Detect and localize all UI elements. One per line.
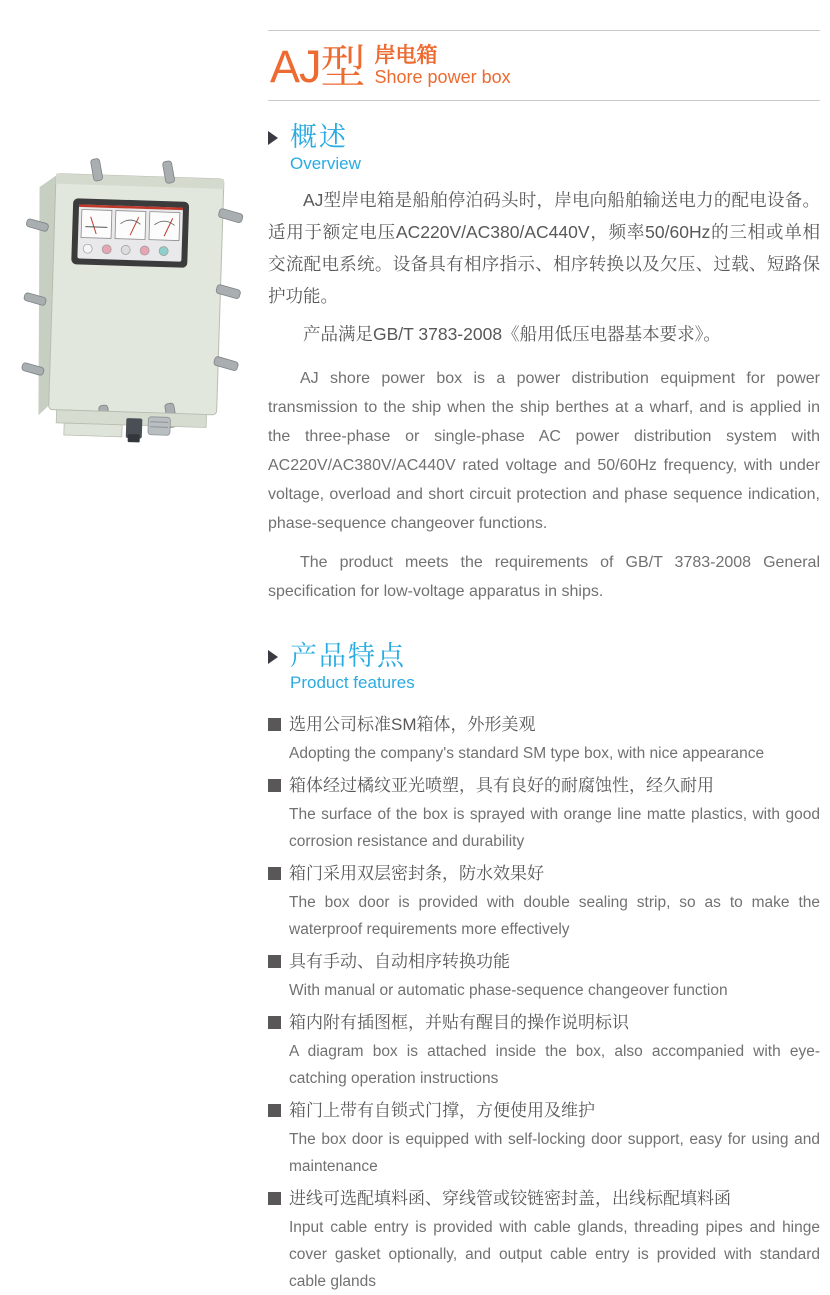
overview-section-header [268, 123, 820, 174]
feature-cn [268, 772, 820, 799]
feature-cn [268, 948, 820, 975]
features-section-header [268, 642, 820, 693]
features-heading [290, 642, 415, 693]
analog-meter-3 [149, 212, 180, 241]
square-bullet-icon [268, 1104, 281, 1117]
indicator-lamp-white [83, 244, 92, 253]
indicator-lamp-gray [121, 245, 130, 254]
feature-cn-text: 具有手动、自动相序转换功能 [289, 952, 510, 972]
cable-gland-metal [148, 417, 171, 436]
feature-item [268, 1185, 820, 1295]
features-heading-cn: 产品特点 [290, 641, 406, 672]
product-name-cn: 岸电箱 [374, 44, 438, 67]
feature-item [268, 1009, 820, 1092]
meter-window [71, 198, 189, 268]
feature-item [268, 1097, 820, 1180]
feature-cn [268, 1009, 820, 1036]
square-bullet-icon [268, 718, 281, 731]
bottom-step [64, 423, 122, 437]
shore-power-box-illustration [12, 156, 244, 450]
section-triangle-icon [268, 650, 278, 664]
overview-paragraph-en-1: AJ shore power box is a power distribution equipment for power transmission to the ship when the ship berthes at a wharf, and is applied in the three-phase or single-phase AC power distribution system with AC220V/AC380V/AC440V rated voltage and 50/60Hz frequency, with under voltage, overload and short circuit protection and phase sequence indication, phase-sequence changeover functions. [268, 370, 820, 533]
feature-cn [268, 711, 820, 738]
analog-meter-1 [81, 210, 112, 239]
square-bullet-icon [268, 1192, 281, 1205]
feature-en: With manual or automatic phase-sequence changeover function [289, 982, 728, 1000]
feature-cn [268, 1097, 820, 1124]
feature-en: The surface of the box is sprayed with orange line matte plastics, with good corrosion resistance and durability [289, 806, 820, 851]
product-model: AJ型 [270, 41, 365, 93]
feature-en: Adopting the company's standard SM type box, with nice appearance [289, 745, 765, 763]
content-column [268, 0, 820, 1295]
feature-en: The box door is provided with double sealing strip, so as to make the waterproof requirements more effectively [289, 894, 820, 939]
square-bullet-icon [268, 955, 281, 968]
section-triangle-icon [268, 131, 278, 145]
feature-cn-text: 箱门上带有自锁式门撑，方便使用及维护 [289, 1101, 595, 1121]
feature-en: Input cable entry is provided with cable glands, threading pipes and hinge cover gasket optionally, and output cable entry is provided with standard cable glands [289, 1219, 820, 1291]
feature-item [268, 860, 820, 943]
overview-heading [290, 123, 361, 174]
overview-heading-cn: 概述 [290, 121, 348, 152]
product-title-block [268, 30, 820, 101]
square-bullet-icon [268, 779, 281, 792]
feature-cn [268, 860, 820, 887]
indicator-lamp-pink-2 [140, 246, 149, 255]
feature-item [268, 772, 820, 855]
feature-cn-text: 进线可选配填料函、穿线管或铰链密封盖，出线标配填料函 [289, 1189, 731, 1209]
feature-en: The box door is equipped with self-locking door support, easy for using and maintenance [289, 1131, 820, 1176]
feature-item [268, 948, 820, 1004]
overview-paragraph-en-2: The product meets the requirements of GB/T 3783-2008 General specification for low-voltage apparatus in ships. [268, 554, 820, 601]
product-photo [12, 156, 244, 450]
square-bullet-icon [268, 867, 281, 880]
features-heading-en: Product features [290, 673, 415, 693]
feature-cn-text: 选用公司标准SM箱体，外形美观 [289, 715, 536, 735]
cable-gland-dark [126, 418, 143, 442]
overview-paragraph-cn-1: AJ型岸电箱是船舶停泊码头时，岸电向船舶输送电力的配电设备。适用于额定电压AC220V/AC380/AC440V，频率50/60Hz的三相或单相交流配电系统。设备具有相序指示、相序转换以及欠压、过载、短路保护功能。 [268, 190, 820, 307]
product-name-en: Shore power box [374, 67, 511, 88]
overview-heading-en: Overview [290, 154, 361, 174]
analog-meter-2 [115, 211, 146, 240]
indicator-lamp-pink-1 [102, 245, 111, 254]
indicator-lamp-teal [159, 246, 168, 255]
product-subtitle [375, 44, 511, 89]
feature-cn-text: 箱门采用双层密封条，防水效果好 [289, 864, 544, 884]
feature-cn-text: 箱体经过橘纹亚光喷塑，具有良好的耐腐蚀性，经久耐用 [289, 776, 714, 796]
overview-paragraph-cn-2: 产品满足GB/T 3783-2008《船用低压电器基本要求》。 [303, 324, 721, 345]
feature-item [268, 711, 820, 767]
feature-cn-text: 箱内附有插图框，并贴有醒目的操作说明标识 [289, 1013, 629, 1033]
feature-cn [268, 1185, 820, 1212]
feature-en: A diagram box is attached inside the box, also accompanied with eye-catching operation instructions [289, 1043, 820, 1088]
features-list [268, 711, 820, 1295]
square-bullet-icon [268, 1016, 281, 1029]
